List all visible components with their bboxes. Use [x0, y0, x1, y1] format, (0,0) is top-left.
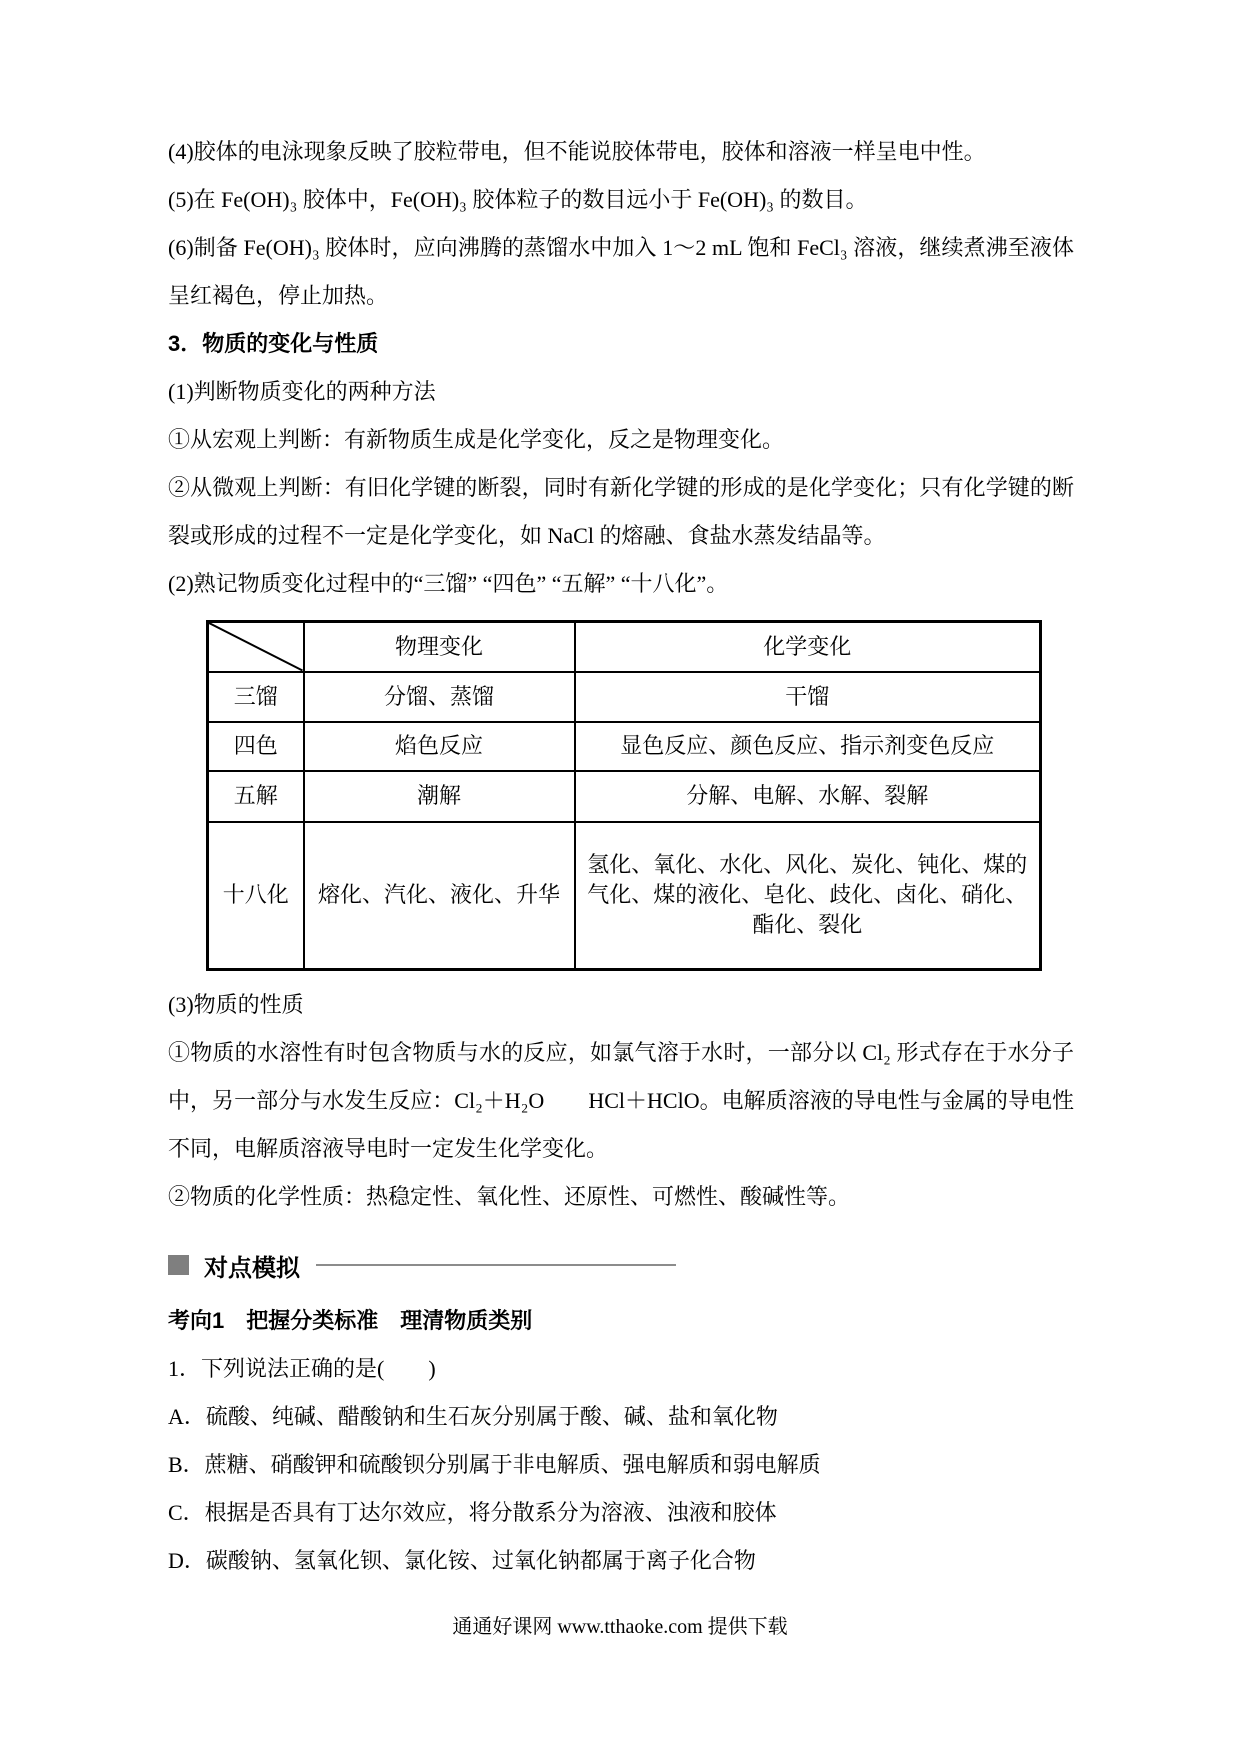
- row-physical: 焰色反应: [304, 722, 575, 771]
- paragraph-method-1-macro: ①从宏观上判断：有新物质生成是化学变化，反之是物理变化。: [168, 427, 785, 452]
- paragraph-property-chemical: ②物质的化学性质：热稳定性、氧化性、还原性、可燃性、酸碱性等。: [168, 1184, 851, 1209]
- table-row: [208, 722, 1041, 771]
- row-label: 四色: [208, 722, 304, 771]
- row-physical: 潮解: [304, 771, 575, 822]
- changes-table: [206, 620, 1042, 971]
- paragraph-property-solubility: ①物质的水溶性有时包含物质与水的反应，如氯气溶于水时，一部分以 Cl₂ 形式存在于水分子中，另一部分与水发生反应：Cl₂＋H₂O HCl＋HClO。电解质溶液的导电性与金属的导电性不同，电解质溶液导电时一定发生化学变化。: [168, 1040, 1074, 1161]
- paragraph-colloid-5: (5)在 Fe(OH)₃ 胶体中，Fe(OH)₃ 胶体粒子的数目远小于 Fe(OH)₃ 的数目。: [168, 187, 868, 212]
- row-chemical: 氢化、氧化、水化、风化、炭化、钝化、煤的气化、煤的液化、皂化、歧化、卤化、硝化、酯化、裂化: [575, 822, 1041, 970]
- table-header-row: [208, 622, 1041, 672]
- exam-direction-heading: 考向1 把握分类标准 理清物质类别: [168, 1308, 533, 1333]
- row-chemical: 显色反应、颜色反应、指示剂变色反应: [575, 722, 1041, 771]
- table-row: [208, 822, 1041, 970]
- header-rule-line: [316, 1264, 676, 1266]
- paragraph-property-3: (3)物质的性质: [168, 992, 304, 1017]
- question-stem: 1．下列说法正确的是( ): [168, 1356, 436, 1381]
- row-chemical: 干馏: [575, 672, 1041, 722]
- paragraph-colloid-4: (4)胶体的电泳现象反映了胶粒带电，但不能说胶体带电，胶体和溶液一样呈电中性。: [168, 139, 986, 164]
- simulation-section-title: 对点模拟: [204, 1254, 300, 1282]
- question-option-c: C．根据是否具有丁达尔效应，将分散系分为溶液、浊液和胶体: [168, 1500, 777, 1525]
- table-row: [208, 672, 1041, 722]
- table-corner-cell: [208, 622, 304, 672]
- row-physical: 分馏、蒸馏: [304, 672, 575, 722]
- paragraph-colloid-6: (6)制备 Fe(OH)₃ 胶体时，应向沸腾的蒸馏水中加入 1～2 mL 饱和 FeCl₃ 溶液，继续煮沸至液体呈红褐色，停止加热。: [168, 235, 1074, 308]
- gray-square-icon: [168, 1255, 189, 1275]
- question-option-d: D．碳酸钠、氢氧化钡、氯化铵、过氧化钠都属于离子化合物: [168, 1548, 756, 1573]
- simulation-section-header: [168, 1241, 1074, 1289]
- row-label: 三馏: [208, 672, 304, 722]
- section-heading-3: 3．物质的变化与性质: [168, 331, 379, 356]
- row-label: 五解: [208, 771, 304, 822]
- table-row: [208, 771, 1041, 822]
- question-option-a: A．硫酸、纯碱、醋酸钠和生石灰分别属于酸、碱、盐和氧化物: [168, 1404, 778, 1429]
- paragraph-method-2: (2)熟记物质变化过程中的“三馏” “四色” “五解” “十八化”。: [168, 571, 729, 596]
- changes-table-wrapper: [206, 620, 1074, 971]
- diagonal-line: [209, 623, 303, 671]
- row-physical: 熔化、汽化、液化、升华: [304, 822, 575, 970]
- header-physical-change: 物理变化: [304, 622, 575, 672]
- header-chemical-change: 化学变化: [575, 622, 1041, 672]
- page-content: [168, 128, 1074, 1585]
- paragraph-method-1-micro: ②从微观上判断：有旧化学键的断裂，同时有新化学键的形成的是化学变化；只有化学键的断裂或形成的过程不一定是化学变化，如 NaCl 的熔融、食盐水蒸发结晶等。: [168, 475, 1074, 548]
- row-label: 十八化: [208, 822, 304, 970]
- row-chemical: 分解、电解、水解、裂解: [575, 771, 1041, 822]
- question-option-b: B．蔗糖、硝酸钾和硫酸钡分别属于非电解质、强电解质和弱电解质: [168, 1452, 821, 1477]
- page-footer: 通通好课网 www.tthaoke.com 提供下载: [452, 1616, 788, 1638]
- paragraph-method-1: (1)判断物质变化的两种方法: [168, 379, 436, 404]
